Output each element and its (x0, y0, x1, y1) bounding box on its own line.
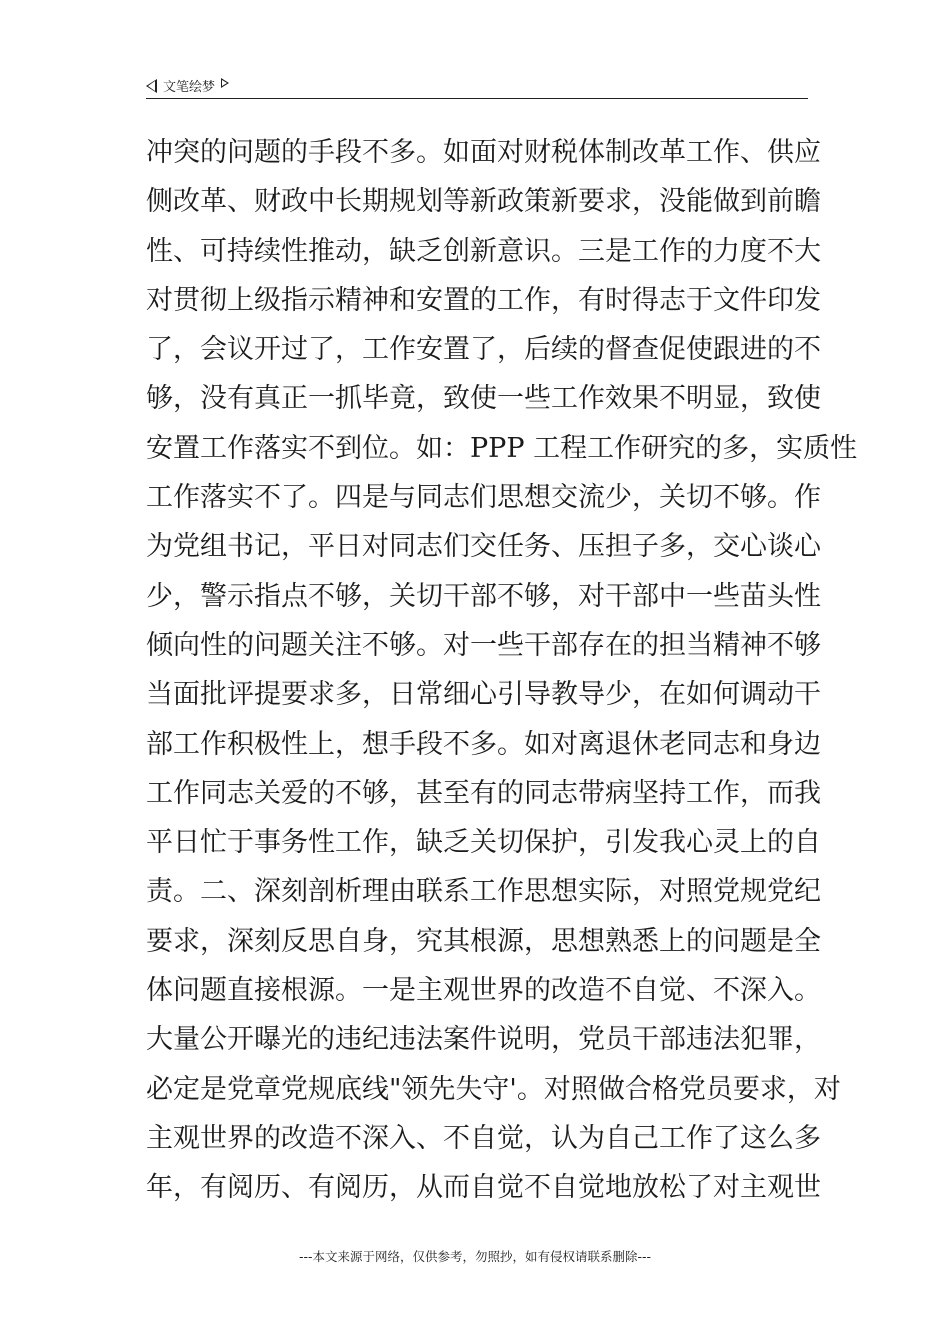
body-line: 年，有阅历、有阅历，从而自觉不自觉地放松了对主观世 (146, 1172, 821, 1204)
header-brand (146, 76, 229, 95)
document-body (146, 128, 858, 1213)
body-line: 倾向性的问题关注不够。对一些干部存在的担当精神不够 (146, 629, 821, 661)
body-line: 当面批评提要求多，日常细心引导教导少，在如何调动干 (146, 679, 821, 711)
body-line: 大量公开曝光的违纪违法案件说明，党员干部违法犯罪， (146, 1024, 821, 1056)
page-header (146, 72, 808, 99)
body-line: 平日忙于事务性工作，缺乏关切保护，引发我心灵上的自 (146, 827, 821, 859)
body-line: 安置工作落实不到位。如：PPP 工程工作研究的多，实质性 (146, 432, 858, 464)
body-line: 对贯彻上级指示精神和安置的工作，有时得志于文件印发 (146, 284, 821, 316)
brand-label: 文笔绘梦 (163, 80, 216, 95)
body-line: 主观世界的改造不深入、不自觉，认为自己工作了这么多 (146, 1122, 821, 1154)
body-line: 为党组书记，平日对同志们交任务、压担子多，交心谈心 (146, 531, 821, 563)
body-line: 要求，深刻反思自身，究其根源，思想熟悉上的问题是全 (146, 925, 821, 957)
body-line: 工作落实不了。四是与同志们思想交流少，关切不够。作 (146, 482, 821, 514)
body-line: 了，会议开过了，工作安置了，后续的督查促使跟进的不 (146, 334, 821, 366)
body-line: 够，没有真正一抓毕竟，致使一些工作效果不明显，致使 (146, 383, 821, 415)
page-footer: ---本文来源于网络，仅供参考，勿照抄，如有侵权请联系删除--- (298, 1249, 652, 1264)
body-line: 体问题直接根源。一是主观世界的改造不自觉、不深入。 (146, 975, 821, 1007)
body-line: 必定是党章党规底线"领先失守'。对照做合格党员要求，对 (146, 1073, 841, 1105)
body-line: 侧改革、财政中长期规划等新政策新要求，没能做到前瞻 (146, 186, 821, 218)
body-line: 部工作积极性上，想手段不多。如对离退休老同志和身边 (146, 728, 821, 760)
body-line: 性、可持续性推动，缺乏创新意识。三是工作的力度不大 (146, 235, 821, 267)
body-line: 工作同志关爱的不够，甚至有的同志带病坚持工作，而我 (146, 777, 821, 809)
body-line: 冲突的问题的手段不多。如面对财税体制改革工作、供应 (146, 137, 821, 168)
body-line: 少，警示指点不够，关切干部不够，对干部中一些苗头性 (146, 580, 821, 612)
triangle-left-icon (146, 79, 157, 93)
body-line: 责。二、深刻剖析理由联系工作思想实际，对照党规党纪 (146, 876, 821, 908)
triangle-right-icon (221, 78, 229, 88)
